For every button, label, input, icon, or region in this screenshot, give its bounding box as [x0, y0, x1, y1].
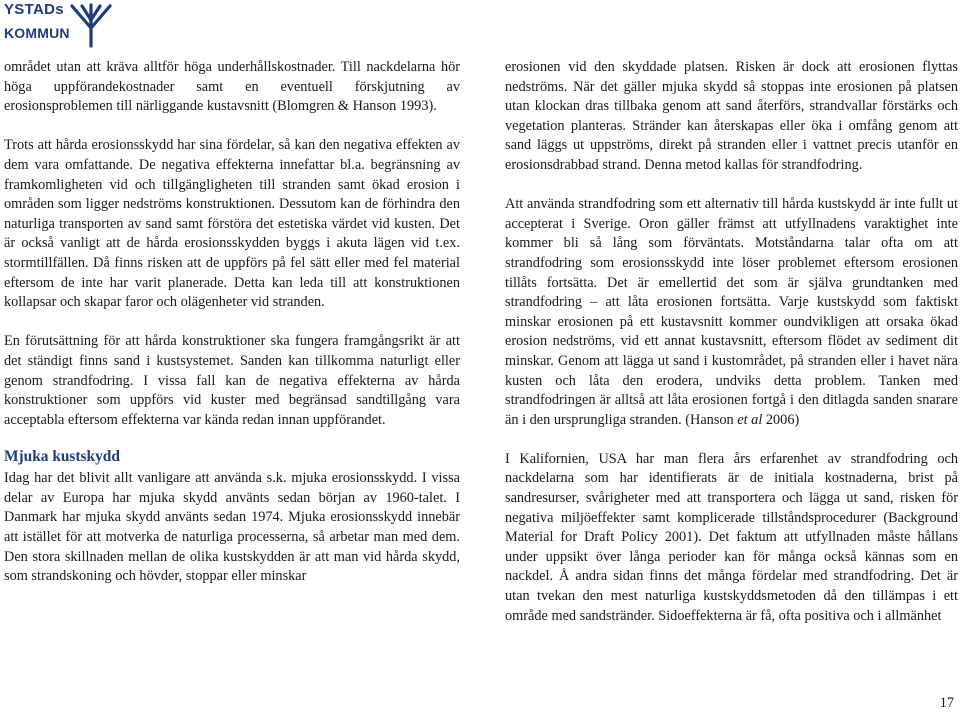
paragraph-left-3: En förutsättning för att hårda konstruktioner ska fungera framgångsrikt är att det ständigt finns sand i kustsystemet. Sanden kan tillkomma naturligt eller genom strandfodring. I vissa fall kan de negativa effekterna av hårda konstruktioner som uppförs vid kuster med begränsad sandtillgång vara acceptabla eftersom effekterna var kända redan innan uppförandet.: [4, 333, 460, 428]
citation-year: 2006): [762, 411, 800, 428]
paragraph-left-4: Idag har det blivit allt vanligare att använda s.k. mjuka erosionsskydd. I vissa delar av Europa har mjuka skydd använts sedan början av 1960-talet. I Danmark har mjuka skydd använts sedan 1974. Mjuka erosionsskydd innebär att istället för att motverka de naturliga processerna, så arbetar man med dem. Den stora skillnaden mellan de olika kustskydden är att man vid hårda skydd, som strandskoning och hövder, stoppar eller minskar: [4, 470, 460, 585]
paragraph-right-2: [505, 195, 958, 430]
paragraph-right-1: erosionen vid den skyddade platsen. Risken är dock att erosionen flyttas nedströms. När det gäller mjuka skydd så stoppas inte erosionen på platsen utan klockan dras tillbaka genom att sand återförs, strandvallar förstärks och vegetation planteras. Stränder kan återskapas eller öka i omfång genom att sand läggs ut uppströms, direkt på stranden eller i vattnet precis utanför en erosionsdrabbad strand. Denna metod kallas för strandfodring.: [505, 59, 958, 173]
section-heading-mjuka-kustskydd: Mjuka kustskydd: [4, 448, 120, 466]
paragraph-left-1: området utan att kräva alltför höga underhållskostnader. Till nackdelarna hör höga uppförandekostnader samt en eventuell förskjutning av erosionsproblemen till närliggande kustavsnitt (Blomgren & Hanson 1993).: [4, 59, 460, 115]
logo-line-1: YSTADs: [4, 1, 64, 18]
right-column: [505, 58, 958, 626]
ystad-crown-mark-icon: [68, 2, 114, 48]
paragraph-left-2: Trots att hårda erosionsskydd har sina fördelar, så kan den negativa effekten av dem vara omfattande. De negativa effekterna innefattar bl.a. begränsning av framkomligheten vid och tillgängligheten till stranden samt ökad erosion i områden som ligger nedströms konstruktionen. Dessutom kan de förhindra den naturliga transporten av sand samt förstöra det estetiska värdet vid kusten. Det är också vanligt att de hårda erosionsskydden byggs i akuta lägen vid t.ex. stormtillfällen. Då finns risken att de uppförs på fel sätt eller med fel material eftersom de inte har varit planerade. Detta kan leda till att konstruktionen kollapsar och skapar faror och olägenheter vid stranden.: [4, 137, 460, 311]
logo-line-2: KOMMUN: [4, 25, 70, 41]
page-number: 17: [939, 695, 954, 711]
left-column: [4, 58, 460, 587]
paragraph-right-2-main: Att använda strandfodring som ett alternativ till hårda kustskydd är inte fullt ut accepterat i Sverige. Oron gäller främst att utfyllnadens varaktighet inte kommer bli så lång som förväntats. Motståndarna talar ofta om att strandfodring som erosionsskydd inte löser problemet eftersom erosionen tillåts fortsätta. Det är emellertid det som är själva grundtanken med strandfodring – att låta erosionen fortsätta. Varje kustskydd som faktiskt minskar erosionen på ett kustavsnitt kommer oundvikligen att orsaka ökad erosion nedströms, vid ett annat kustavsnitt, eftersom flödet av sediment dit minskar. Genom att lägga ut sand i kustområdet, på stranden eller i havet nära kusten och låta den erodera, undviks detta problem. Tanken med strandfodringen är alltså att låta erosionen fortgå i den ditlagda sanden snarare än i den ursprungliga stranden. (Hanson: [505, 196, 958, 428]
citation-et-al: et al: [737, 411, 763, 428]
logo-wordmark: [4, 1, 70, 41]
ystad-kommun-logo: [4, 2, 114, 48]
paragraph-right-3: I Kalifornien, USA har man flera års erfarenhet av strandfodring och nackdelarna som har identifierats är de initiala kostnaderna, brist på sandresurser, svårigheter med att transportera och lägga ut sand, risken för negativa miljöeffekter samt komplicerade tillståndsprocedurer (Background Material for Draft Policy 2001). Det faktum att utfyllnaden måste hållans under uppsikt över långa perioder kan för många också kännas som en nackdel. Å andra sidan finns det många fördelar med strandfodring. Det är utan tvekan den mest naturliga kustskyddsmetoden då den tillämpas i ett område med sandstränder. Sidoeffekterna är få, ofta positiva och i allmänhet: [505, 450, 958, 624]
